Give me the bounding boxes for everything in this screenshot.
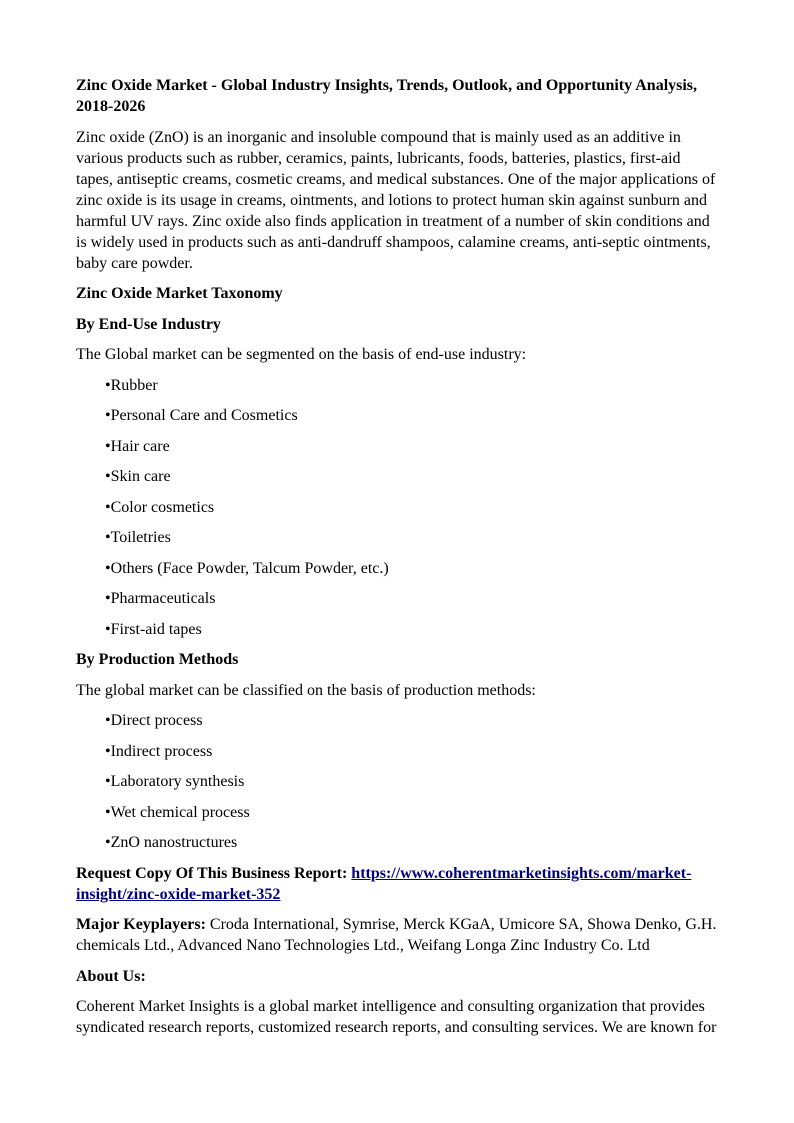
list-item: •Hair care [105, 437, 170, 455]
list-item: •Toiletries [105, 529, 171, 546]
list-item: •Wet chemical process [105, 803, 250, 821]
list-item: •Laboratory synthesis [105, 773, 245, 790]
end-use-lead: The Global market can be segmented on the basis of end-use industry: [76, 346, 527, 363]
list-item: •Skin care [105, 468, 171, 485]
list-item: •Rubber [105, 376, 158, 394]
report-link[interactable]: https://www.coherentmarketinsights.com/market-insight/zinc-oxide-market-352 [76, 864, 692, 903]
document-page [76, 75, 721, 1048]
list-item: •First-aid tapes [105, 620, 202, 638]
taxonomy-heading: Zinc Oxide Market Taxonomy [76, 285, 283, 302]
list-item: •Color cosmetics [105, 498, 215, 516]
document-title: Zinc Oxide Market - Global Industry Insights, Trends, Outlook, and Opportunity Analysis, 2018-2026 [76, 77, 698, 115]
keyplayers-label: Major Keyplayers: [76, 916, 206, 933]
list-item: •Indirect process [105, 742, 213, 760]
end-use-heading: By End-Use Industry [76, 315, 221, 333]
request-copy [76, 863, 721, 905]
about-text: Coherent Market Insights is a global market intelligence and consulting organization that provides syndicated research reports, customized research reports, and consulting services. We are known for [76, 998, 717, 1036]
list-item: •Personal Care and Cosmetics [105, 407, 298, 424]
production-heading: By Production Methods [76, 651, 239, 668]
list-item: •Others (Face Powder, Talcum Powder, etc.) [105, 559, 389, 577]
keyplayers [76, 914, 721, 956]
production-lead: The global market can be classified on the basis of production methods: [76, 681, 536, 699]
request-label: Request Copy Of This Business Report: [76, 864, 348, 882]
about-heading: About Us: [76, 967, 146, 985]
list-item: •Direct process [105, 712, 203, 729]
keyplayers-text: Croda International, Symrise, Merck KGaA, Umicore SA, Showa Denko, G.H. chemicals Ltd., Advanced Nano Technologies Ltd., Weifang Longa Zinc Industry Co. Ltd [76, 916, 717, 954]
list-item: •ZnO nanostructures [105, 834, 238, 851]
list-item: •Pharmaceuticals [105, 590, 216, 607]
intro-paragraph: Zinc oxide (ZnO) is an inorganic and insoluble compound that is mainly used as an additive in various products such as rubber, ceramics, paints, lubricants, foods, batteries, plastics, first-aid tapes, antiseptic creams, cosmetic creams, and medical substances. One of the major applications of zinc oxide is its usage in creams, ointments, and lotions to protect human skin against sunburn and harmful UV rays. Zinc oxide also finds application in treatment of a number of skin conditions and is widely used in products such as anti-dandruff shampoos, calamine creams, anti-septic ointments, baby care powder. [76, 128, 716, 272]
